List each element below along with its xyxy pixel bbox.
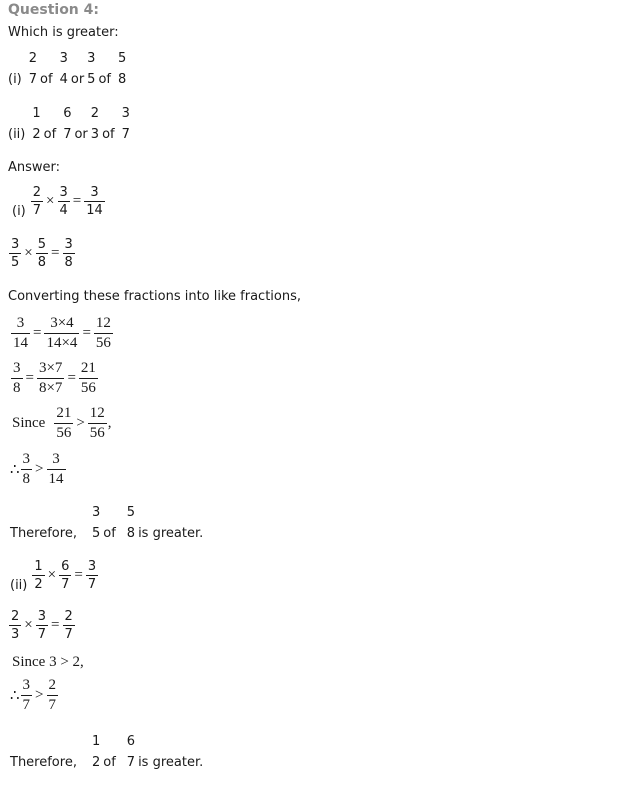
solution-i-eq1 <box>12 184 106 219</box>
fraction: 1 2 <box>91 733 101 770</box>
fraction: 6 7 <box>63 105 72 142</box>
fraction: $\frac{3}{14}$ <box>86 185 103 218</box>
equals-sign: = <box>51 617 60 633</box>
of-text: of <box>103 526 116 541</box>
result-i <box>10 452 67 487</box>
fraction: $\frac{2}{7}$ <box>64 609 73 642</box>
fraction: $\frac{3\times 4}{14\times 4}$ <box>46 315 78 351</box>
or-text: or <box>70 72 85 87</box>
question-title: Question 4: <box>8 2 99 18</box>
of-text: of <box>43 127 57 142</box>
fraction: $\frac{12}{56}$ <box>95 315 111 351</box>
solution-ii-eq2 <box>8 610 76 641</box>
fraction: 3 5 <box>91 504 101 541</box>
part-label: (ii) <box>10 578 28 593</box>
fraction: 3 4 <box>59 50 68 87</box>
fraction: $\frac{3}{7}$ <box>22 677 31 713</box>
fraction: $\frac{3}{5}$ <box>11 237 20 270</box>
part-label: (ii) <box>8 127 26 142</box>
fraction: 2 3 <box>90 105 100 142</box>
fraction: 5 8 <box>117 50 127 87</box>
fraction: $\frac{1}{2}$ <box>34 559 43 592</box>
fraction: 3 5 <box>87 50 96 87</box>
fraction: $\frac{3}{4}$ <box>59 185 68 218</box>
fraction: $\frac{3}{7}$ <box>87 559 97 592</box>
is-greater-text: is greater. <box>138 526 204 541</box>
equals-sign: = <box>82 325 91 341</box>
or-text: or <box>74 127 88 142</box>
answer-label: Answer: <box>8 160 61 175</box>
equals-sign: = <box>67 370 76 386</box>
fraction: $\frac{2}{7}$ <box>48 677 57 713</box>
solution-i-eq4 <box>10 361 99 396</box>
question-part-i <box>8 50 129 87</box>
fraction: $\frac{3}{8}$ <box>22 451 31 487</box>
times-sign: × <box>46 193 55 209</box>
fraction: $\frac{3\times 7}{8\times 7}$ <box>38 360 63 396</box>
equals-sign: = <box>33 325 42 341</box>
therefore-text: Therefore, <box>10 526 77 541</box>
of-text: of <box>103 755 116 770</box>
fraction: 6 7 <box>126 733 136 770</box>
times-sign: × <box>24 245 33 261</box>
greater-than-sign: > <box>35 461 44 477</box>
of-text: of <box>40 72 53 87</box>
greater-than-sign: > <box>35 687 44 703</box>
therefore-symbol: ∴ <box>10 462 20 478</box>
equals-sign: = <box>72 193 82 209</box>
question-text: Which is greater: <box>8 25 119 40</box>
fraction: $\frac{12}{56}$ <box>89 405 105 441</box>
fraction: $\frac{3}{14}$ <box>13 315 28 351</box>
therefore-text: Therefore, <box>10 755 77 770</box>
fraction: $\frac{21}{56}$ <box>56 405 72 441</box>
since-comparison <box>12 406 112 441</box>
equals-sign: = <box>74 567 83 583</box>
comma: , <box>107 415 112 431</box>
fraction: $\frac{3}{14}$ <box>48 451 64 487</box>
of-text: of <box>98 72 111 87</box>
conclusion-ii <box>10 733 203 770</box>
fraction: $\frac{2}{7}$ <box>32 185 42 218</box>
question-part-ii <box>8 105 133 142</box>
fraction: 3 7 <box>121 105 130 142</box>
greater-than-sign: > <box>76 415 85 431</box>
is-greater-text: is greater. <box>138 755 204 770</box>
fraction: 1 2 <box>32 105 41 142</box>
part-label: (i) <box>12 204 26 219</box>
since-text: Since <box>12 415 46 431</box>
fraction: $\frac{6}{7}$ <box>61 559 70 592</box>
solution-i-eq3 <box>10 316 114 351</box>
part-label: (i) <box>8 72 22 87</box>
fraction: 5 8 <box>126 504 136 541</box>
solution-ii-eq1 <box>10 558 99 593</box>
fraction: $\frac{3}{7}$ <box>37 609 47 642</box>
result-ii <box>10 678 59 713</box>
therefore-symbol: ∴ <box>10 688 20 704</box>
times-sign: × <box>24 617 33 633</box>
fraction: $\frac{21}{56}$ <box>80 360 96 396</box>
equals-sign: = <box>51 245 60 261</box>
fraction: 2 7 <box>28 50 38 87</box>
equals-sign: = <box>25 370 34 386</box>
fraction: $\frac{3}{8}$ <box>64 237 73 270</box>
fraction: $\frac{3}{8}$ <box>13 360 21 396</box>
fraction: $\frac{5}{8}$ <box>37 237 47 270</box>
solution-i-eq2 <box>8 238 76 269</box>
converting-text: Converting these fractions into like fractions, <box>8 289 302 304</box>
fraction: $\frac{2}{3}$ <box>11 609 20 642</box>
of-text: of <box>102 127 115 142</box>
since-text: Since 3 > 2, <box>12 654 84 670</box>
times-sign: × <box>47 567 57 583</box>
conclusion-i <box>10 504 203 541</box>
